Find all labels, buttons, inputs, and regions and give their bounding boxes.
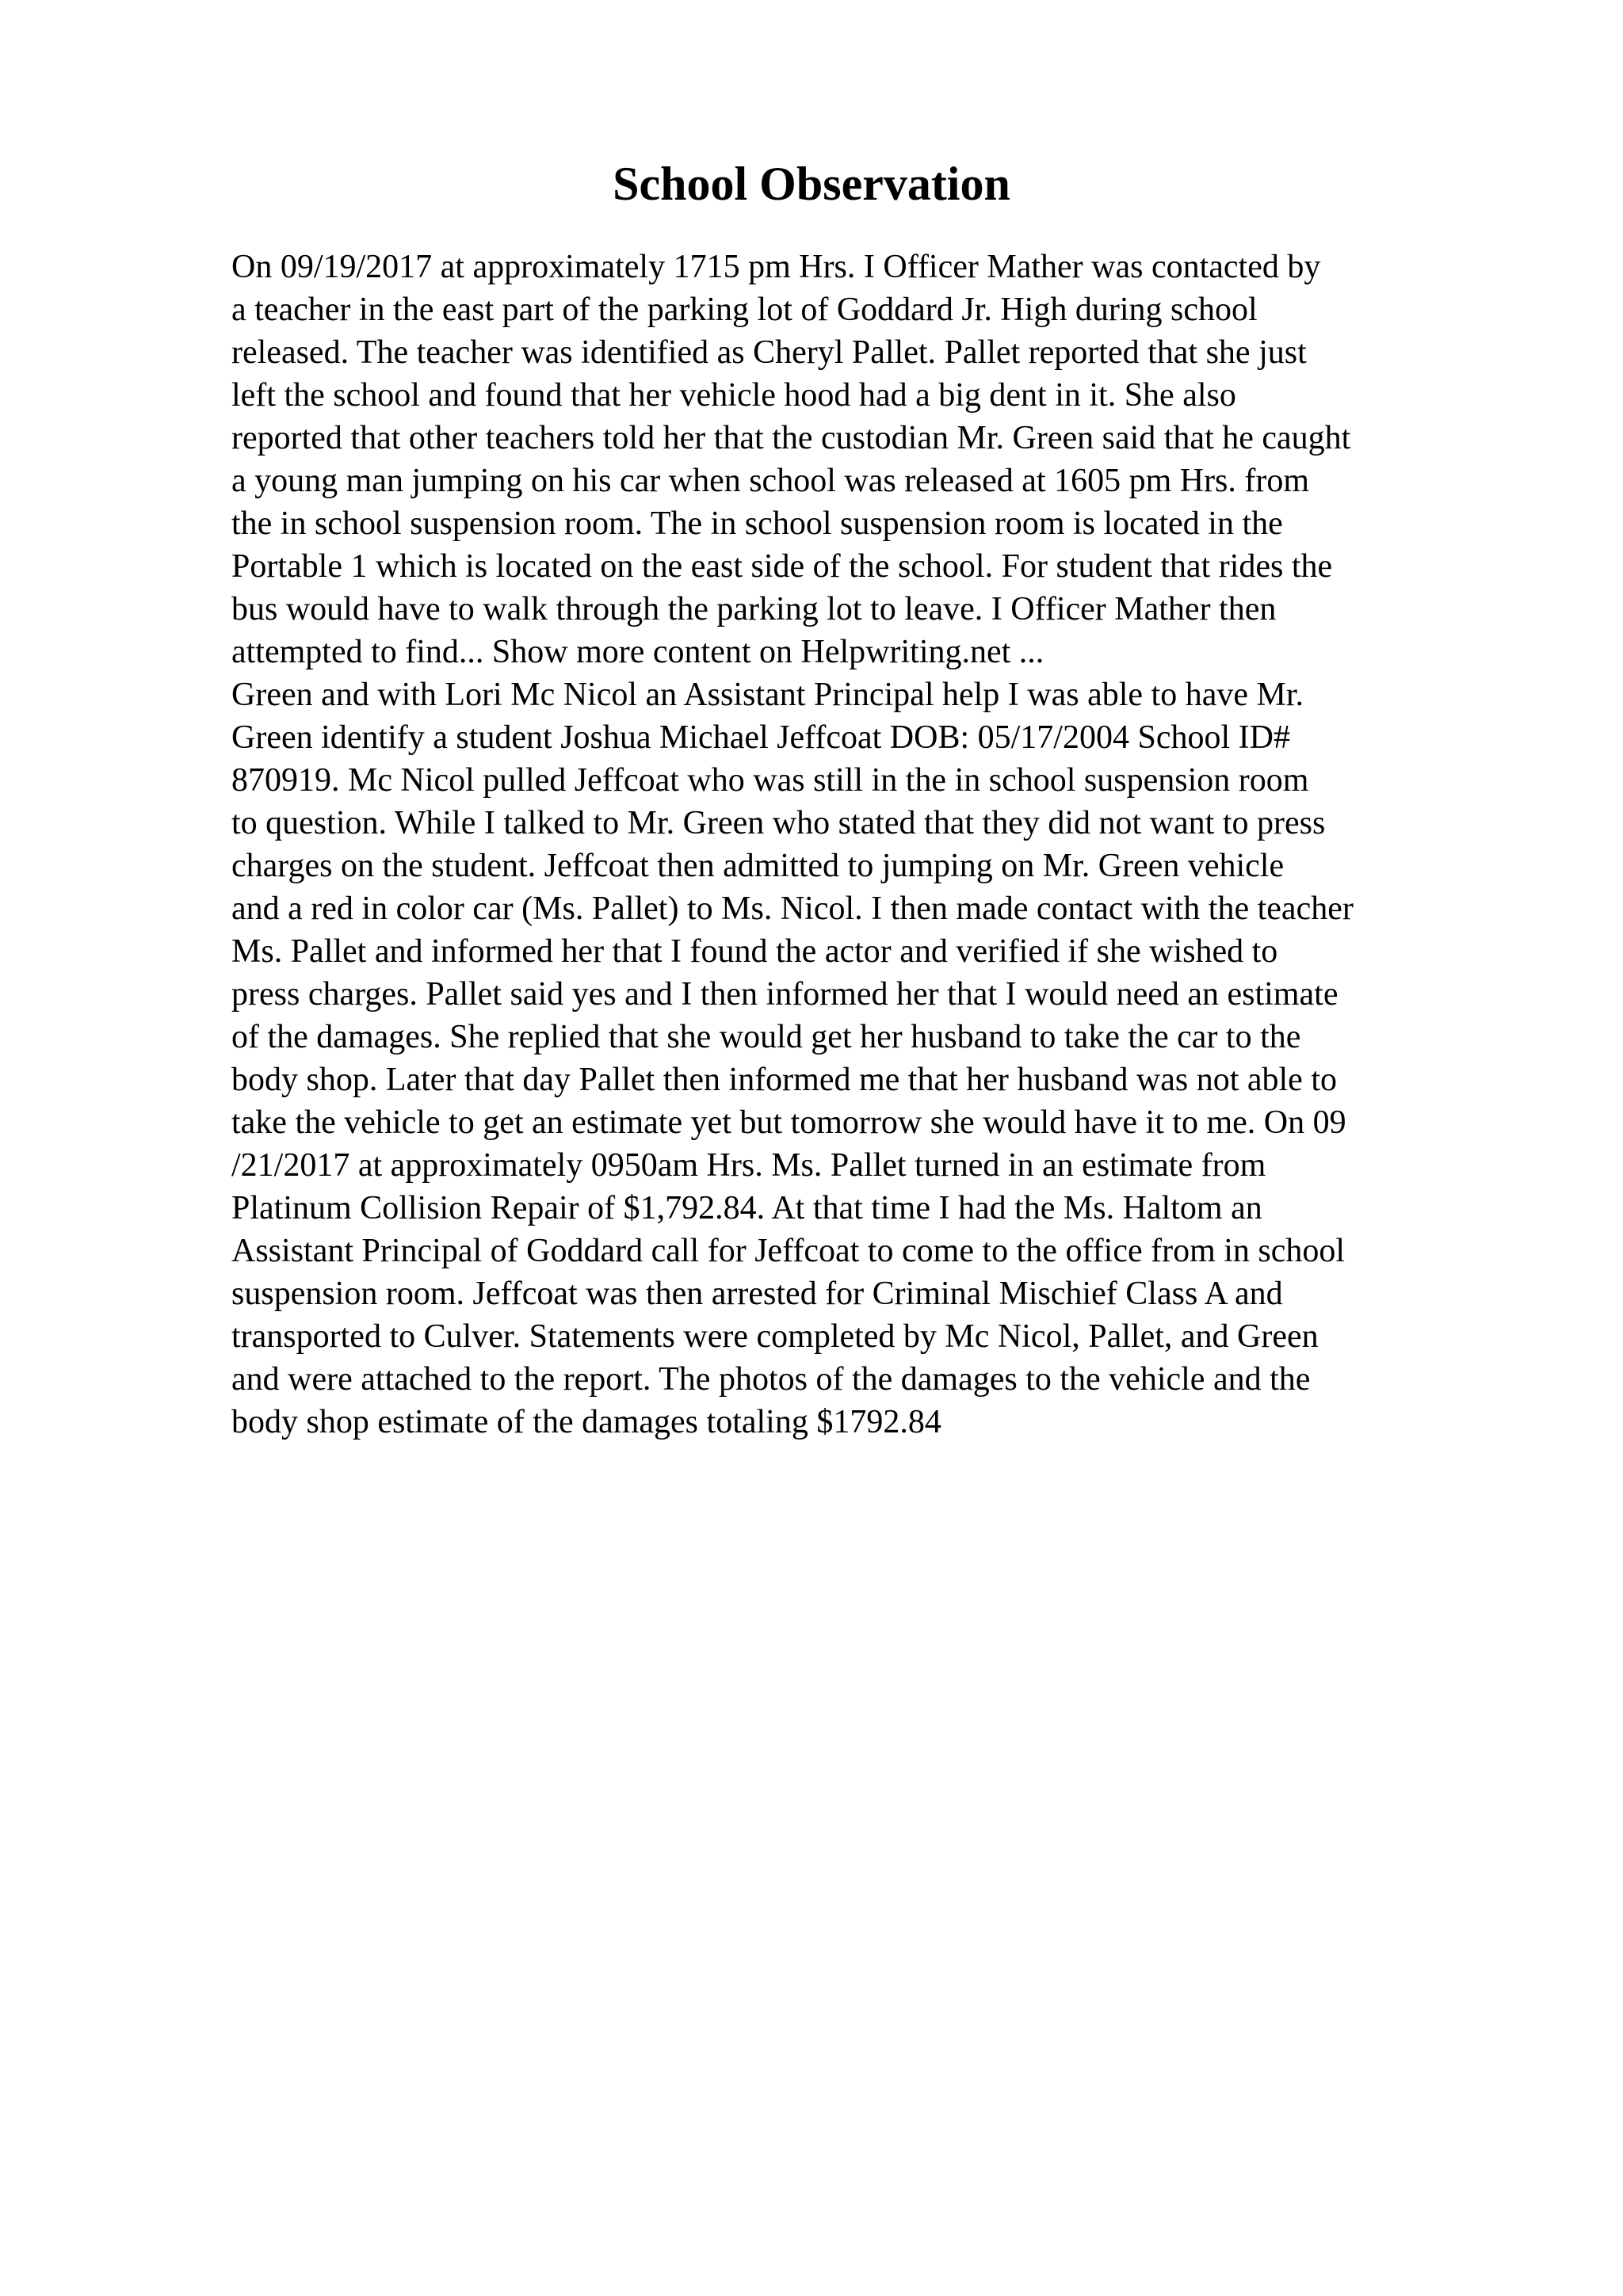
body-line: charges on the student. Jeffcoat then admitted to jumping on Mr. Green vehicle [231, 848, 1285, 884]
body-line: press charges. Pallet said yes and I then informed her that I would need an estimate [231, 976, 1338, 1013]
body-line: body shop. Later that day Pallet then informed me that her husband was not able to [231, 1062, 1337, 1098]
document-body [231, 246, 1515, 1444]
body-line: Ms. Pallet and informed her that I found the actor and verified if she wished to [231, 933, 1278, 970]
body-line: 870919. Mc Nicol pulled Jeffcoat who was still in the in school suspension room [231, 762, 1309, 799]
body-line: a young man jumping on his car when school was released at 1605 pm Hrs. from [231, 463, 1310, 499]
document-title: School Observation [613, 158, 1010, 210]
body-line: On 09/19/2017 at approximately 1715 pm Hrs. I Officer Mather was contacted by [231, 249, 1321, 285]
body-line: take the vehicle to get an estimate yet but tomorrow she would have it to me. On 09 [231, 1104, 1346, 1141]
body-line: attempted to find... Show more content on Helpwriting.net ... [231, 634, 1044, 670]
body-line: a teacher in the east part of the parking lot of Goddard Jr. High during school [231, 292, 1258, 328]
body-line: and a red in color car (Ms. Pallet) to Ms. Nicol. I then made contact with the teacher [231, 891, 1354, 927]
body-line: Platinum Collision Repair of $1,792.84. At that time I had the Ms. Haltom an [231, 1190, 1262, 1226]
body-line: Green identify a student Joshua Michael Jeffcoat DOB: 05/17/2004 School ID# [231, 719, 1290, 756]
body-line: reported that other teachers told her that the custodian Mr. Green said that he caught [231, 420, 1351, 456]
body-line: /21/2017 at approximately 0950am Hrs. Ms. Pallet turned in an estimate from [231, 1147, 1266, 1184]
body-line: transported to Culver. Statements were completed by Mc Nicol, Pallet, and Green [231, 1318, 1319, 1355]
body-line: Portable 1 which is located on the east side of the school. For student that rides the [231, 548, 1333, 585]
body-line: Green and with Lori Mc Nicol an Assistant Principal help I was able to have Mr. [231, 677, 1304, 713]
body-line: Assistant Principal of Goddard call for Jeffcoat to come to the office from in school [231, 1233, 1346, 1269]
body-line: left the school and found that her vehicle hood had a big dent in it. She also [231, 377, 1236, 414]
body-line: body shop estimate of the damages totaling $1792.84 [231, 1404, 941, 1440]
body-line: and were attached to the report. The photos of the damages to the vehicle and the [231, 1361, 1311, 1398]
body-line: released. The teacher was identified as Cheryl Pallet. Pallet reported that she just [231, 334, 1307, 371]
body-line: suspension room. Jeffcoat was then arrested for Criminal Mischief Class A and [231, 1276, 1283, 1312]
body-line: to question. While I talked to Mr. Green who stated that they did not want to press [231, 805, 1326, 841]
body-line: the in school suspension room. The in school suspension room is located in the [231, 505, 1283, 542]
body-line: of the damages. She replied that she would get her husband to take the car to the [231, 1019, 1301, 1055]
body-line: bus would have to walk through the parking lot to leave. I Officer Mather then [231, 591, 1277, 627]
